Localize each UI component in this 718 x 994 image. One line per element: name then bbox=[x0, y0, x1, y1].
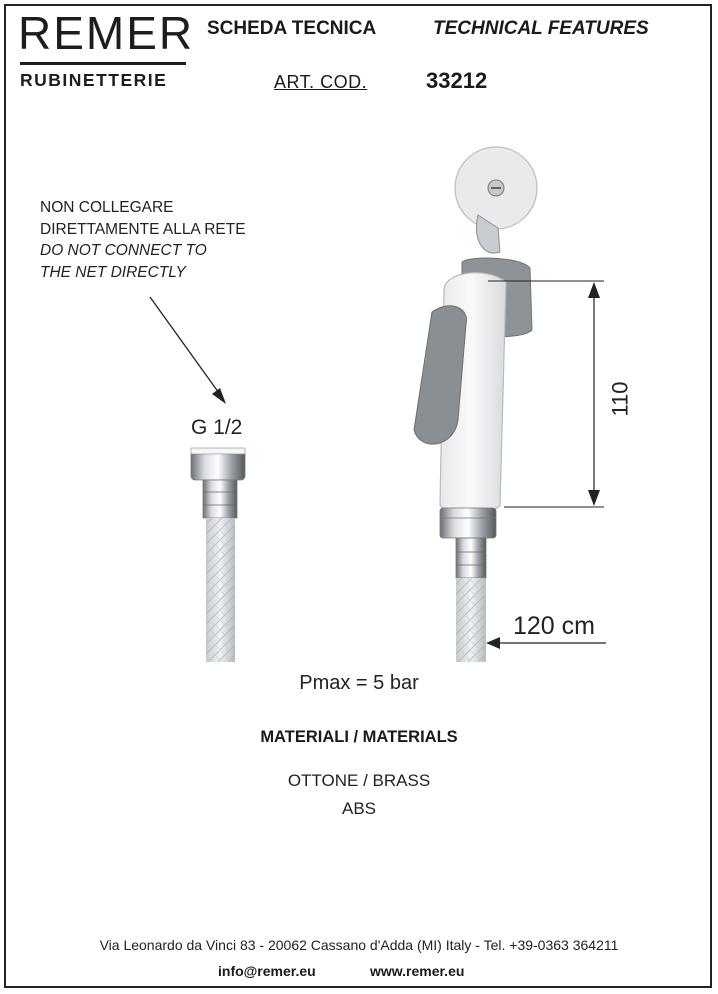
title-english: TECHNICAL FEATURES bbox=[433, 18, 649, 39]
hand-shower bbox=[414, 147, 537, 662]
max-pressure: Pmax = 5 bar bbox=[299, 672, 419, 694]
website-link[interactable]: www.remer.eu bbox=[370, 963, 465, 979]
note-line: NON COLLEGARE bbox=[40, 199, 174, 216]
material-item: ABS bbox=[341, 799, 377, 818]
note-line: DO NOT CONNECT TO bbox=[40, 242, 207, 259]
article-code: 33212 bbox=[426, 68, 488, 93]
hose-left-end bbox=[150, 297, 245, 662]
article-code-label: ART. COD. bbox=[274, 72, 368, 92]
materials-title: MATERIALI / MATERIALS bbox=[260, 728, 458, 746]
thread-size-label: G 1/2 bbox=[191, 416, 243, 439]
email-link[interactable]: info@remer.eu bbox=[218, 963, 316, 979]
note-line: DIRETTAMENTE ALLA RETE bbox=[40, 220, 246, 238]
hose-length-label: 120 cm bbox=[513, 612, 595, 640]
company-address: Via Leonardo da Vinci 83 - 20062 Cassano d'Adda (MI) Italy - Tel. +39-0363 364211 bbox=[99, 937, 619, 953]
height-dimension-label: 110 bbox=[607, 381, 633, 417]
brand-subtitle: RUBINETTERIE bbox=[20, 70, 168, 90]
material-item: OTTONE / BRASS bbox=[287, 771, 431, 790]
note-line: THE NET DIRECTLY bbox=[40, 263, 186, 281]
title-italian: SCHEDA TECNICA bbox=[207, 18, 377, 39]
brand-logo: REMER bbox=[18, 7, 195, 59]
